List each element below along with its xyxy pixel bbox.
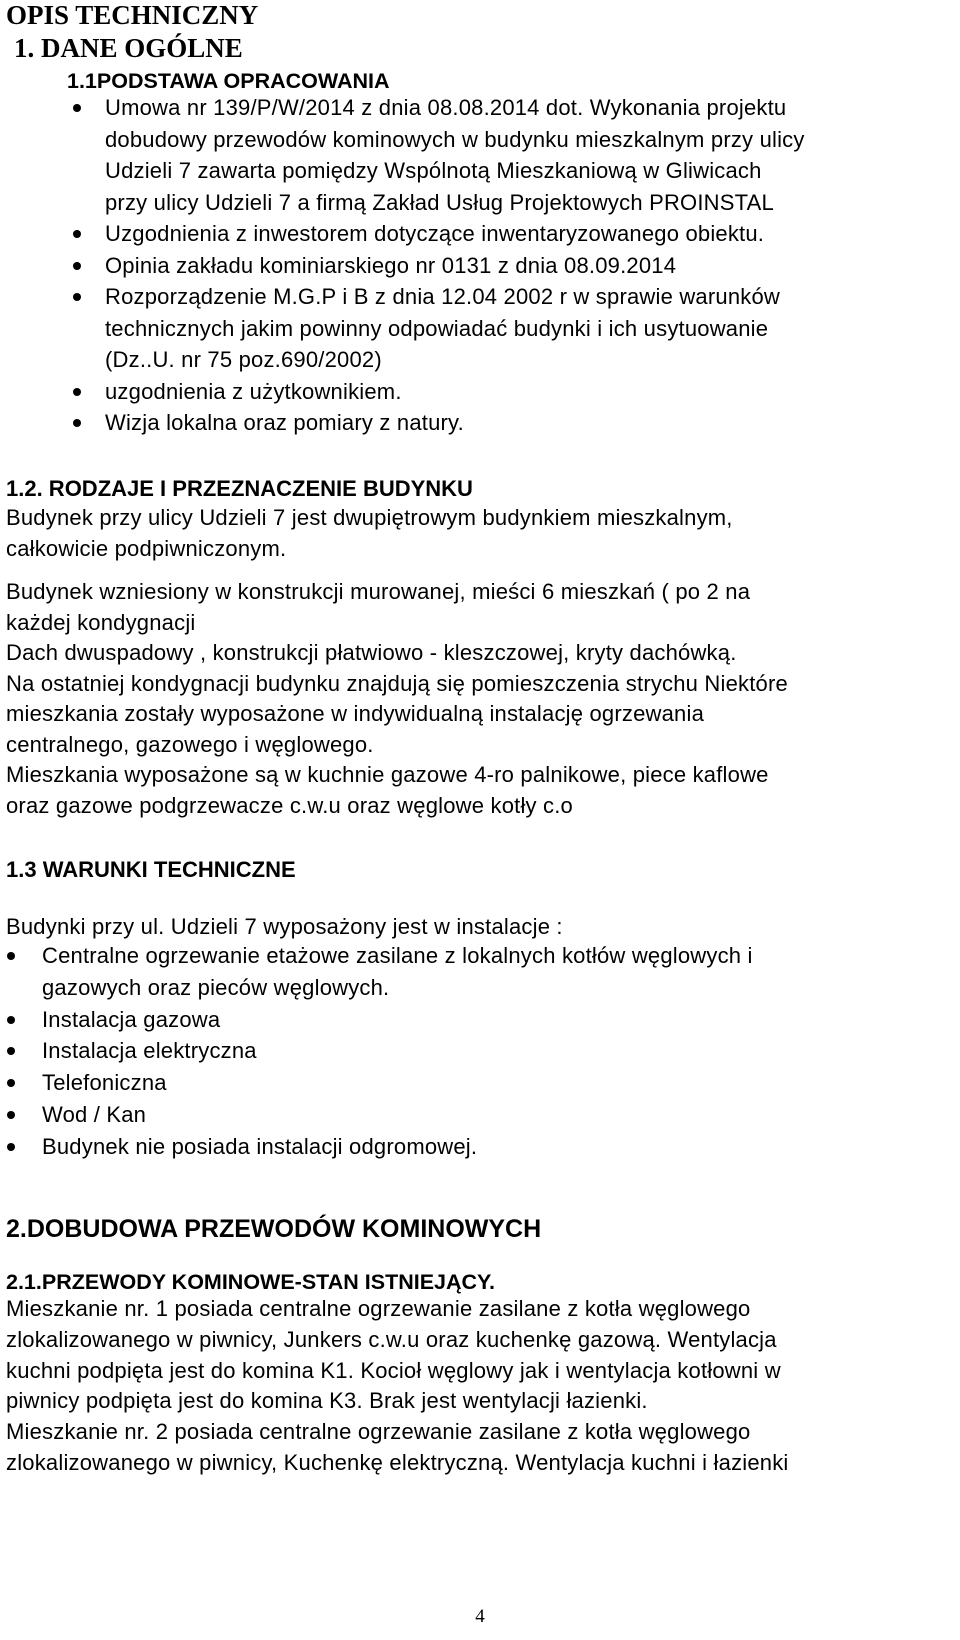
subsection-1-1-heading: 1.1PODSTAWA OPRACOWANIA [67, 69, 390, 93]
list-item [0, 940, 960, 1004]
list-item [0, 281, 960, 376]
list-item-line: Telefoniczna [42, 1070, 167, 1096]
list-item-line: dobudowy przewodów kominowych w budynku mieszkalnym przy ulicy [105, 126, 805, 152]
list-item-line: Opinia zakładu kominiarskiego nr 0131 z dnia 08.09.2014 [105, 252, 677, 278]
list-item-line: (Dz..U. nr 75 poz.690/2002) [105, 347, 382, 372]
paragraph-line: mieszkania zostały wyposażone w indywidualną instalację ogrzewania [6, 701, 705, 726]
list-item-line: przy ulicy Udzieli 7 a firmą Zakład Usług Projektowych PROINSTAL [105, 189, 774, 215]
paragraph-line: Mieszkania wyposażone są w kuchnie gazowe 4-ro palnikowe, piece kaflowe [6, 762, 769, 787]
document-title: OPIS TECHNICZNY [6, 0, 259, 30]
list-item-line: Wizja lokalna oraz pomiary z natury. [105, 410, 464, 435]
building-paragraph-1 [6, 503, 733, 564]
list-item [0, 218, 960, 250]
section-2-heading: 2.DOBUDOWA PRZEWODÓW KOMINOWYCH [6, 1215, 542, 1243]
paragraph-line: Budynek wzniesiony w konstrukcji murowanej, mieści 6 mieszkań ( po 2 na [6, 579, 751, 604]
bullet-icon [73, 230, 81, 238]
list-item-line: Umowa nr 139/P/W/2014 z dnia 08.08.2014 dot. Wykonania projektu [105, 95, 787, 120]
list-item-line: Instalacja elektryczna [42, 1038, 257, 1064]
list-item [0, 1004, 960, 1036]
section-1-heading: 1. DANE OGÓLNE [14, 33, 243, 63]
bullet-icon [7, 952, 15, 960]
bullet-icon [7, 1079, 15, 1087]
list-item [0, 250, 960, 282]
list-item [0, 376, 960, 408]
paragraph-line: zlokalizowanego w piwnicy, Kuchenkę elektryczną. Wentylacja kuchni i łazienki [6, 1449, 789, 1475]
bullet-icon [73, 419, 81, 427]
subsection-2-1-heading: 2.1.PRZEWODY KOMINOWE-STAN ISTNIEJĄCY. [6, 1270, 495, 1294]
bullet-icon [7, 1047, 15, 1055]
list-item-line: uzgodnienia z użytkownikiem. [105, 378, 402, 404]
bullet-icon [73, 262, 81, 270]
paragraph-line: centralnego, gazowego i węglowego. [6, 731, 374, 757]
list-item [0, 407, 960, 439]
bullet-icon [73, 388, 81, 396]
paragraph-line: kuchni podpięta jest do komina K1. Kocioł węglowy jak i wentylacja kotłowni w [6, 1357, 781, 1383]
list-item [0, 1067, 960, 1099]
list-item-line: technicznych jakim powinny odpowiadać budynki i ich usytuowanie [105, 315, 769, 341]
paragraph-line: każdej kondygnacji [6, 609, 196, 635]
list-item [0, 1035, 960, 1067]
building-paragraph-2 [6, 577, 788, 821]
bullet-icon [7, 1143, 15, 1151]
list-item-line: Centralne ogrzewanie etażowe zasilane z lokalnych kotłów węglowych i [42, 943, 753, 968]
list-item-line: Budynek nie posiada instalacji odgromowej. [42, 1133, 478, 1159]
list-item-line: Instalacja gazowa [42, 1006, 221, 1032]
list-item-line: Udzieli 7 zawarta pomiędzy Wspólnotą Mieszkaniową w Gliwicach [105, 158, 762, 183]
installations-list [0, 940, 960, 1163]
list-item-line: Rozporządzenie M.G.P i B z dnia 12.04 2002 r w sprawie warunków [105, 284, 780, 309]
paragraph-line: zlokalizowanego w piwnicy, Junkers c.w.u oraz kuchenkę gazową. Wentylacja [6, 1326, 777, 1352]
paragraph-line: Mieszkanie nr. 2 posiada centralne ogrzewanie zasilane z kotła węglowego [6, 1419, 751, 1445]
existing-state-paragraph [6, 1294, 789, 1479]
bullet-icon [7, 1016, 15, 1024]
paragraph-line: całkowicie podpiwniczonym. [6, 535, 287, 561]
list-item-line: gazowych oraz pieców węglowych. [42, 974, 390, 1000]
page-number: 4 [475, 1606, 485, 1627]
subsection-1-2-heading: 1.2. RODZAJE I PRZEZNACZENIE BUDYNKU [6, 476, 473, 501]
bullet-icon [73, 293, 81, 301]
bullet-icon [7, 1111, 15, 1119]
list-item-line: Uzgodnienia z inwestorem dotyczące inwentaryzowanego obiektu. [105, 221, 765, 246]
installations-intro: Budynki przy ul. Udzieli 7 wyposażony jest w instalacje : [6, 914, 563, 939]
list-item [0, 92, 960, 218]
paragraph-line: Budynek przy ulicy Udzieli 7 jest dwupiętrowym budynkiem mieszkalnym, [6, 505, 733, 530]
paragraph-line: piwnicy podpięta jest do komina K3. Brak jest wentylacji łazienki. [6, 1388, 648, 1414]
paragraph-line: Na ostatniej kondygnacji budynku znajdują się pomieszczenia strychu Niektóre [6, 670, 788, 696]
paragraph-line: oraz gazowe podgrzewacze c.w.u oraz węglowe kotły c.o [6, 792, 573, 818]
paragraph-line: Dach dwuspadowy , konstrukcji płatwiowo - kleszczowej, kryty dachówką. [6, 640, 737, 665]
bullet-icon [73, 104, 81, 112]
subsection-1-3-heading: 1.3 WARUNKI TECHNICZNE [6, 857, 296, 882]
list-item [0, 1099, 960, 1131]
list-item [0, 1131, 960, 1163]
list-item-line: Wod / Kan [42, 1101, 147, 1127]
paragraph-line: Mieszkanie nr. 1 posiada centralne ogrzewanie zasilane z kotła węglowego [6, 1296, 751, 1321]
basis-list [0, 92, 960, 439]
